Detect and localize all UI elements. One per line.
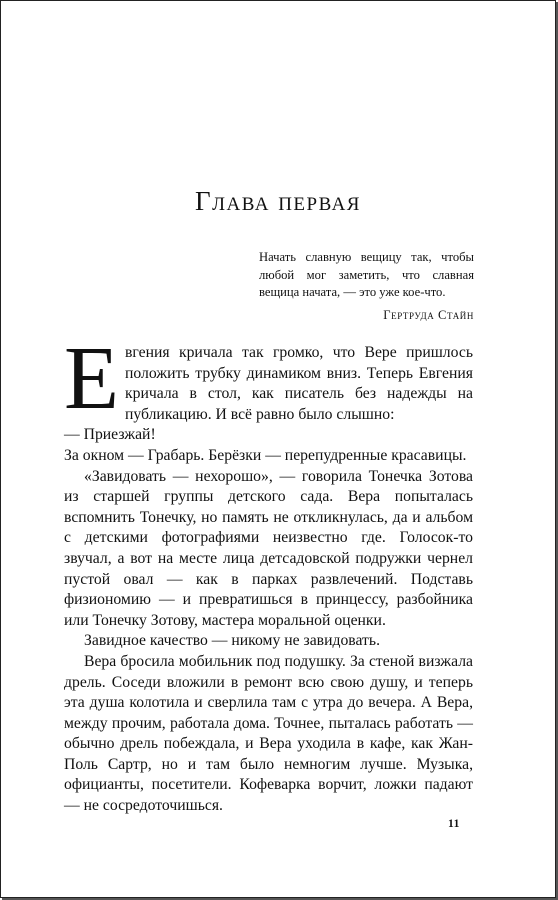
paragraph-3: За окном — Грабарь. Берёзки — перепудренные красавицы. (64, 446, 467, 464)
epigraph-text: Начать славную вещицу так, чтобы любой мог заметить, что славная вещица начата, — это уже кое-что. (259, 250, 474, 299)
paragraph-1-text: вгения кричала так громко, что Вере пришлось положить трубку динамиком вниз. Теперь Евгения кричала в стол, как писатель без надежды на публикацию. И всё равно было слышно: (124, 344, 473, 423)
epigraph (259, 249, 474, 324)
paragraph-6: Вера бросила мобильник под подушку. За стеной визжала дрель. Соседи вложили в ремонт всю свою душу, и теперь эта душа колотила и сверлила там с утра до вечера. А Вера, между прочим, работала дома. Точнее, пыталась работать — обычно дрель побеждала, и Вера уходила в кафе, как Жан-Поль Сартр, но и там было немногим лучше. Музыка, официанты, посетители. Кофеварка ворчит, ложки падают — не сосредоточишься. (64, 652, 473, 815)
page-number: 11 (448, 818, 460, 830)
epigraph-author: Гертруда Стайн (383, 307, 474, 322)
paragraph-1 (64, 329, 473, 428)
paragraph-2: — Приезжай! (64, 426, 156, 444)
paragraph-5: Завидное качество — никому не завидовать. (84, 632, 380, 650)
paragraph-4: «Завидовать — нехорошо», — говорила Тонечка Зотова из старшей группы детского сада. Вера попыталась вспомнить Тонечку, но память не откликнулась, да и альбом с детскими фотографиями неизвестно где. Голосок-то звучал, а вот на месте лица детсадовской подружки чернел пустой овал — как в парках развлечений. Подставь физиономию — и превратишься в принцессу, разбойника или Тонечку Зотову, мастера моральной оценки. (64, 467, 473, 629)
chapter-title: Глава первая (195, 186, 361, 216)
chapter-body (64, 329, 473, 817)
drop-cap: Е (64, 329, 119, 428)
